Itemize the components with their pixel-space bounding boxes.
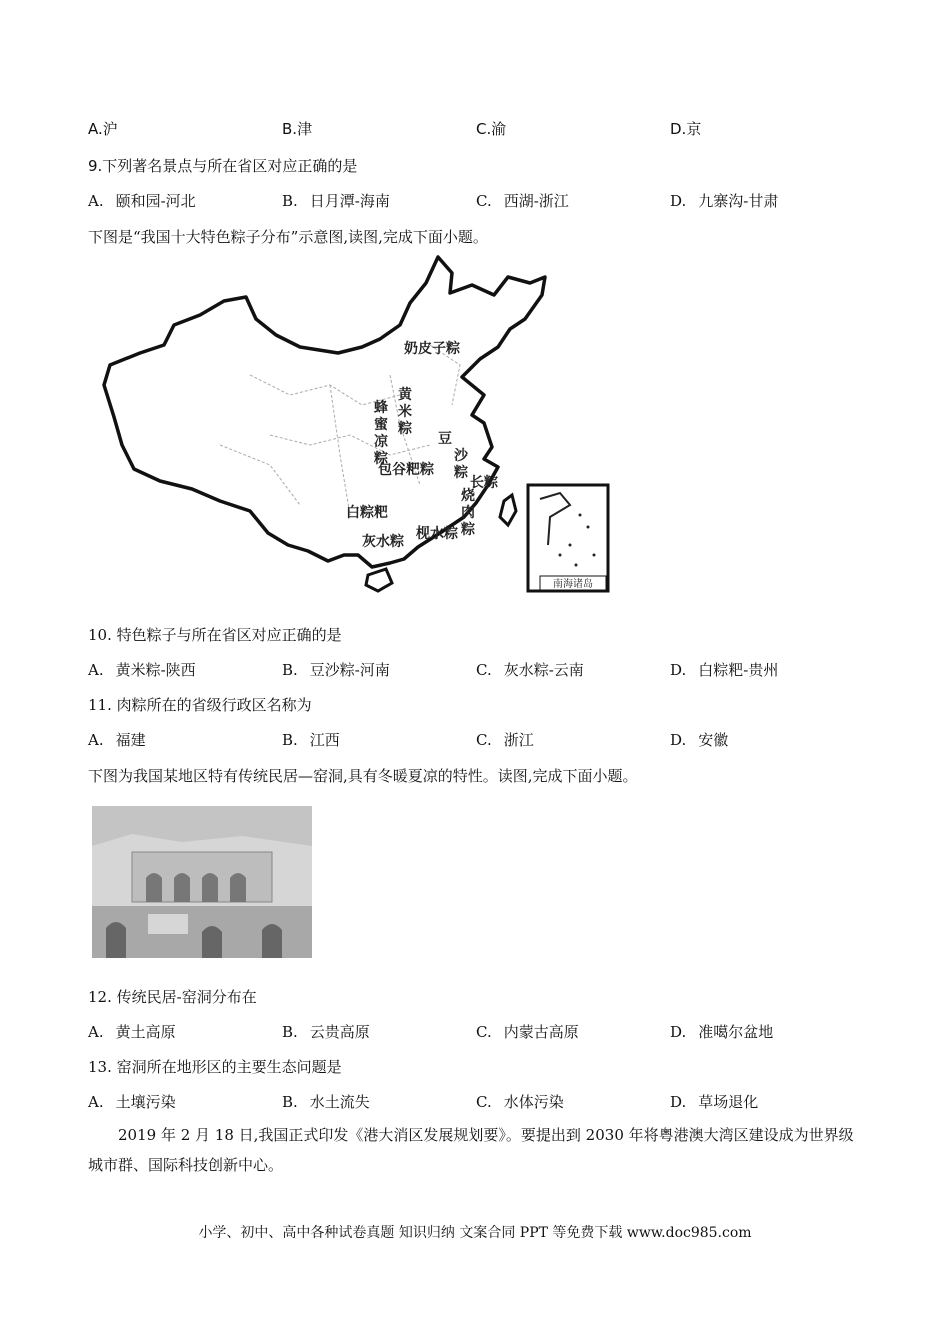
q13-stem: 13. 窑洞所在地形区的主要生态问题是 <box>88 1058 342 1076</box>
hainan-island <box>366 569 392 591</box>
zongzi-distribution-map <box>100 255 620 605</box>
q9-option-c[interactable]: C. 西湖-浙江 <box>476 192 569 210</box>
label-changzong: 长粽 <box>470 475 498 491</box>
q12-option-d[interactable]: D. 准噶尔盆地 <box>670 1023 774 1041</box>
gba-paragraph: 2019 年 2 月 18 日,我国正式印发《港大消区发展规划要》。要提出到 2030 年将粤港澳大湾区建设成为世界级城市群、国际科技创新中心。 <box>88 1126 854 1174</box>
label-shaorouzong <box>460 487 476 538</box>
svg-text:米: 米 <box>398 404 412 420</box>
label-huangmizong <box>397 386 413 437</box>
map-intro: 下图是“我国十大特色粽子分布”示意图,读图,完成下面小题。 <box>88 228 488 246</box>
label-naipizizong: 奶皮子粽 <box>404 341 460 357</box>
label-jianshuizong: 枧水粽 <box>416 526 458 542</box>
q11-options <box>88 729 868 749</box>
q12-option-b[interactable]: B. 云贵高原 <box>282 1023 370 1041</box>
q12-option-a[interactable]: A. 黄土高原 <box>88 1023 176 1041</box>
q10-option-c[interactable]: C. 灰水粽-云南 <box>476 661 584 679</box>
label-baizongba: 白粽粑 <box>346 505 388 521</box>
q10-stem: 10. 特色粽子与所在省区对应正确的是 <box>88 626 342 644</box>
svg-text:烧: 烧 <box>461 488 475 504</box>
label-baogubazong: 包谷粑粽 <box>378 462 434 478</box>
svg-text:粽: 粽 <box>398 421 412 437</box>
q9-option-b[interactable]: B. 日月潭-海南 <box>282 192 390 210</box>
q11-option-a[interactable]: A. 福建 <box>88 731 146 749</box>
q11-option-c[interactable]: C. 浙江 <box>476 731 534 749</box>
china-outline <box>104 257 545 567</box>
svg-text:蜜: 蜜 <box>374 417 388 433</box>
svg-text:凉: 凉 <box>374 434 388 450</box>
svg-text:豆: 豆 <box>438 431 452 447</box>
photo-intro: 下图为我国某地区特有传统民居—窑洞,具有冬暖夏凉的特性。读图,完成下面小题。 <box>88 767 638 785</box>
q8-option-b[interactable]: B.津 <box>282 120 313 138</box>
q11-stem: 11. 肉粽所在的省级行政区名称为 <box>88 696 312 714</box>
q10-option-d[interactable]: D. 白粽粑-贵州 <box>670 661 779 679</box>
q12-options <box>88 1021 868 1041</box>
q12-stem: 12. 传统民居-窑洞分布在 <box>88 988 257 1006</box>
svg-text:沙: 沙 <box>454 448 468 464</box>
q8-options <box>88 118 868 138</box>
q10-option-b[interactable]: B. 豆沙粽-河南 <box>282 661 390 679</box>
svg-text:黄: 黄 <box>398 387 412 403</box>
q13-option-d[interactable]: D. 草场退化 <box>670 1093 759 1111</box>
q13-option-a[interactable]: A. 土壤污染 <box>88 1093 176 1111</box>
q8-option-c[interactable]: C.渝 <box>476 120 507 138</box>
svg-text:粽: 粽 <box>454 465 468 481</box>
q13-option-b[interactable]: B. 水土流失 <box>282 1093 370 1111</box>
q10-options <box>88 659 868 679</box>
svg-text:粽: 粽 <box>374 451 388 467</box>
svg-text:蜂: 蜂 <box>374 400 388 416</box>
q9-option-d[interactable]: D. 九寨沟-甘肃 <box>670 192 779 210</box>
q9-option-a[interactable]: A. 颐和园-河北 <box>88 192 196 210</box>
cave-dwelling-photo <box>92 806 312 958</box>
q11-option-d[interactable]: D. 安徽 <box>670 731 729 749</box>
svg-text:肉: 肉 <box>461 505 475 521</box>
south-china-sea-inset <box>528 485 608 591</box>
q13-option-c[interactable]: C. 水体污染 <box>476 1093 564 1111</box>
q11-option-b[interactable]: B. 江西 <box>282 731 340 749</box>
svg-text:粽: 粽 <box>461 522 475 538</box>
q8-option-d[interactable]: D.京 <box>670 120 702 138</box>
q8-option-a[interactable]: A.沪 <box>88 120 118 138</box>
page-footer: 小学、初中、高中各种试卷真题 知识归纳 文案合同 PPT 等免费下载 www.doc985.com <box>198 1225 752 1241</box>
q9-stem: 9.下列著名景点与所在省区对应正确的是 <box>88 157 358 175</box>
q13-options <box>88 1091 868 1111</box>
q9-options <box>88 190 868 210</box>
nanhai-label: 南海诸岛 <box>553 579 593 590</box>
q12-option-c[interactable]: C. 内蒙古高原 <box>476 1023 579 1041</box>
label-huishuizong: 灰水粽 <box>362 534 404 550</box>
q10-option-a[interactable]: A. 黄米粽-陕西 <box>88 661 196 679</box>
taiwan-island <box>500 495 516 525</box>
